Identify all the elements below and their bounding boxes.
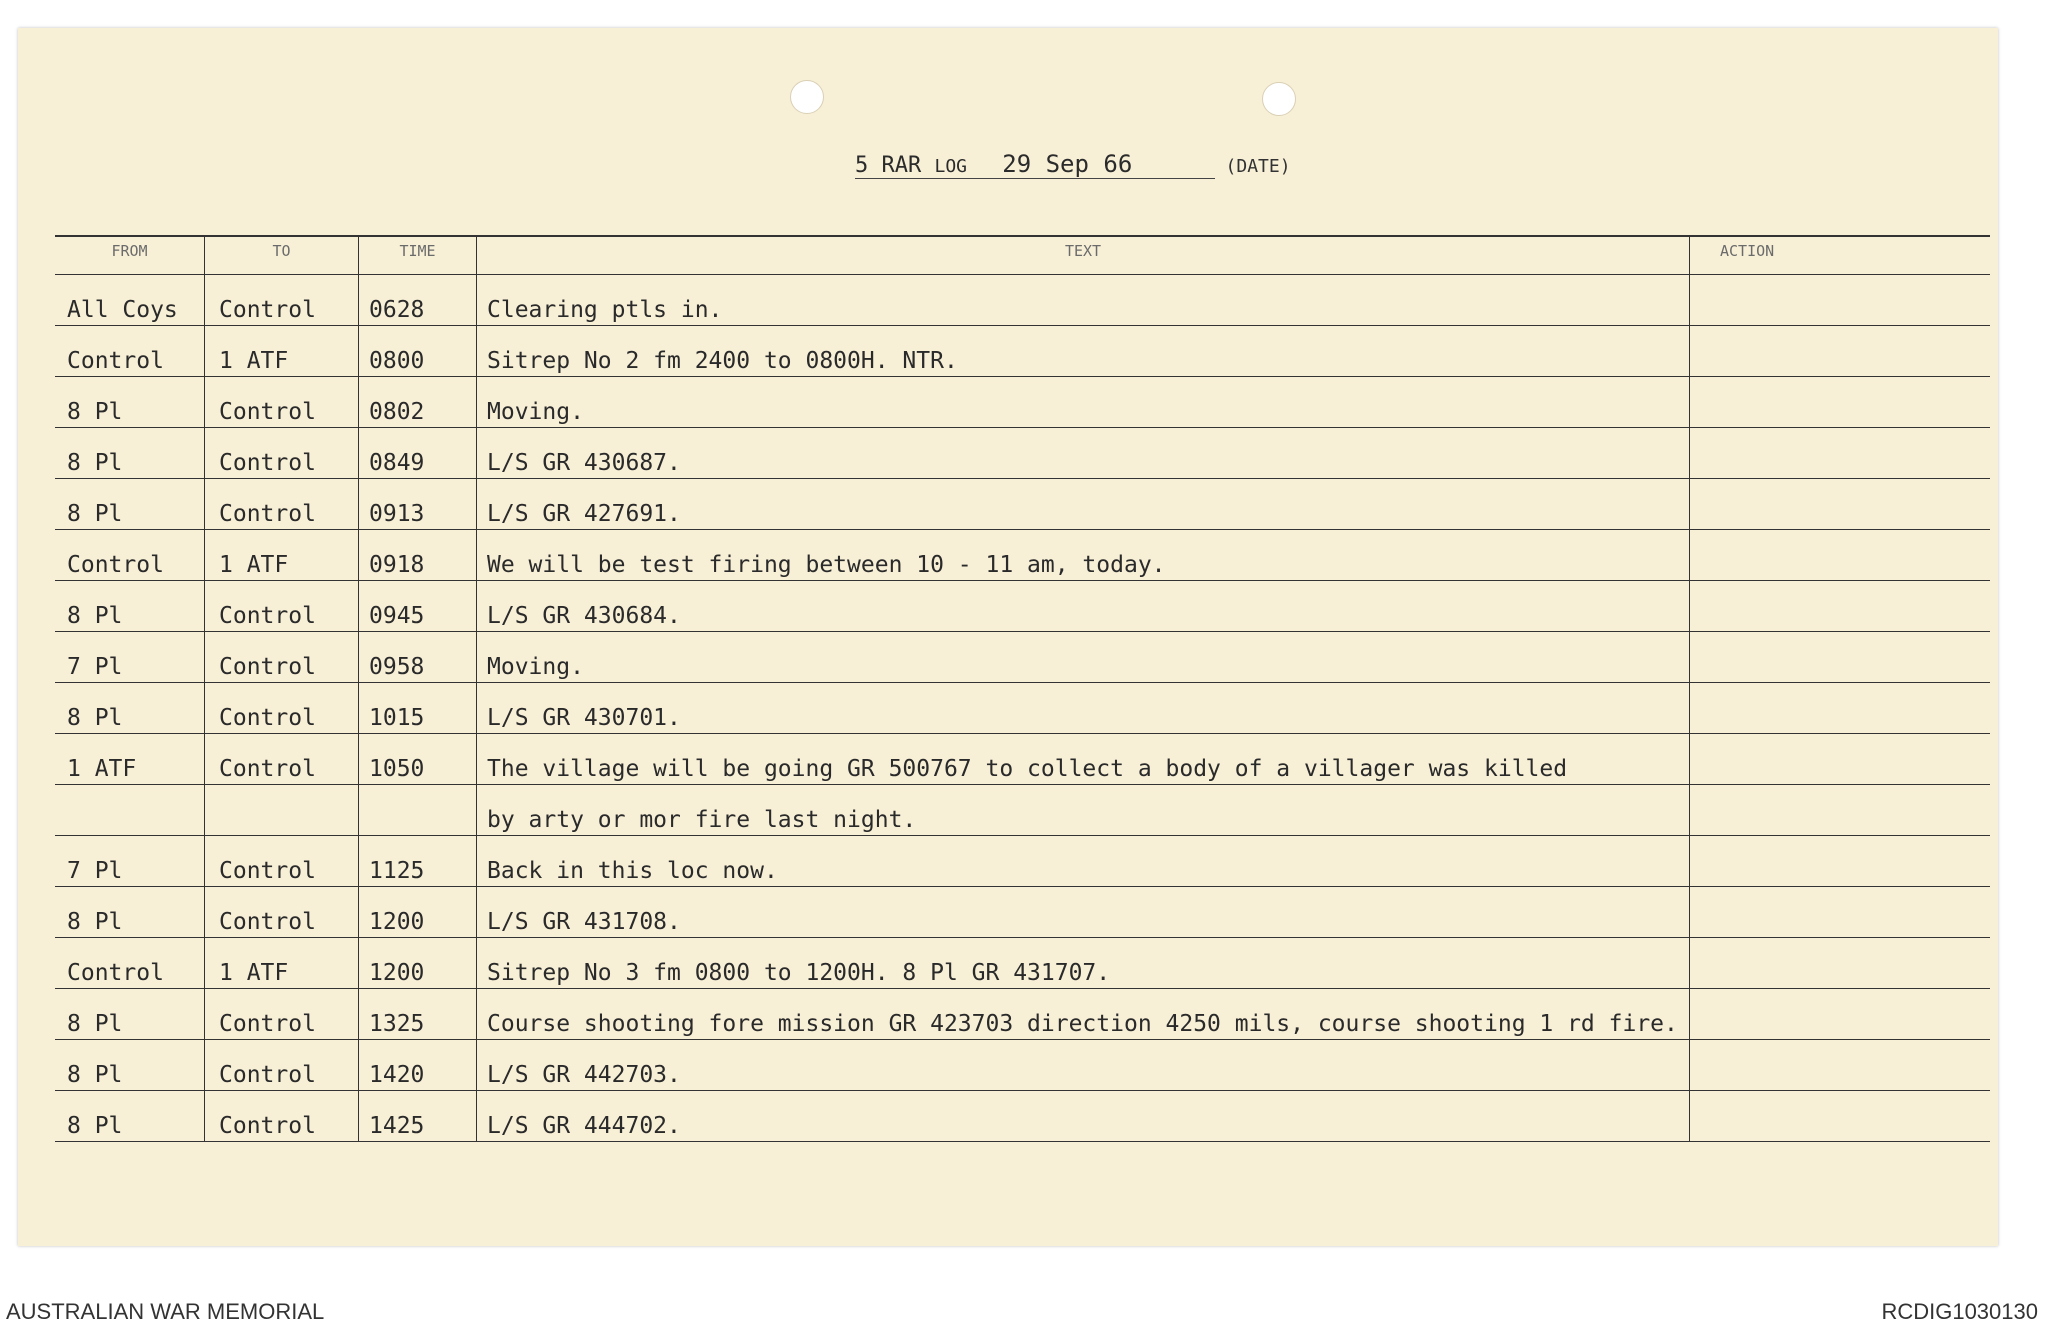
- cell-from: Control: [55, 326, 205, 376]
- header-text: TEXT: [477, 237, 1690, 274]
- table-row: [55, 632, 1990, 683]
- cell-from: 7 Pl: [55, 632, 205, 682]
- cell-action: [1690, 887, 1990, 937]
- table-row: [55, 836, 1990, 887]
- footer-source: AUSTRALIAN WAR MEMORIAL: [6, 1299, 325, 1324]
- cell-text: Course shooting fore mission GR 423703 direction 4250 mils, course shooting 1 rd fire.: [477, 989, 1690, 1039]
- cell-text: L/S GR 430687.: [477, 428, 1690, 478]
- unit-name: 5 RAR: [855, 153, 922, 178]
- cell-time: 1015: [359, 683, 477, 733]
- cell-text: Clearing ptls in.: [477, 275, 1690, 325]
- cell-time: 1125: [359, 836, 477, 886]
- header-time: TIME: [359, 237, 477, 274]
- cell-action: [1690, 275, 1990, 325]
- cell-text: L/S GR 427691.: [477, 479, 1690, 529]
- cell-from: 7 Pl: [55, 836, 205, 886]
- cell-text: Back in this loc now.: [477, 836, 1690, 886]
- cell-action: [1690, 428, 1990, 478]
- table-row: [55, 785, 1990, 836]
- cell-action: [1690, 938, 1990, 988]
- header-action: ACTION: [1720, 241, 1775, 260]
- cell-text: Moving.: [477, 377, 1690, 427]
- table-row: [55, 887, 1990, 938]
- cell-text: L/S GR 430684.: [477, 581, 1690, 631]
- table-row: [55, 938, 1990, 989]
- log-table: [55, 235, 1990, 1142]
- date-label: (DATE): [1225, 156, 1291, 177]
- table-body: [55, 275, 1990, 1142]
- cell-action: [1690, 530, 1990, 580]
- cell-action: [1690, 1040, 1990, 1090]
- cell-from: All Coys: [55, 275, 205, 325]
- cell-time: [359, 785, 477, 835]
- cell-time: 0958: [359, 632, 477, 682]
- cell-text: L/S GR 430701.: [477, 683, 1690, 733]
- cell-action: [1690, 326, 1990, 376]
- table-row: [55, 581, 1990, 632]
- cell-action: [1690, 377, 1990, 427]
- cell-to: 1 ATF: [205, 530, 359, 580]
- cell-from: 8 Pl: [55, 989, 205, 1039]
- table-row: [55, 683, 1990, 734]
- cell-action: [1690, 632, 1990, 682]
- table-row: [55, 377, 1990, 428]
- cell-time: 0913: [359, 479, 477, 529]
- cell-to: Control: [205, 836, 359, 886]
- cell-to: Control: [205, 1091, 359, 1141]
- cell-to: Control: [205, 887, 359, 937]
- cell-to: [205, 785, 359, 835]
- footer-reference: RCDIG1030130: [1881, 1299, 2038, 1324]
- cell-time: 0802: [359, 377, 477, 427]
- cell-to: Control: [205, 581, 359, 631]
- cell-from: 8 Pl: [55, 377, 205, 427]
- cell-text: Sitrep No 2 fm 2400 to 0800H. NTR.: [477, 326, 1690, 376]
- cell-time: 1325: [359, 989, 477, 1039]
- cell-from: [55, 785, 205, 835]
- log-header: [855, 150, 1291, 178]
- cell-to: Control: [205, 632, 359, 682]
- cell-text: by arty or mor fire last night.: [477, 785, 1690, 835]
- table-row: [55, 326, 1990, 377]
- log-label: LOG: [934, 156, 967, 177]
- cell-time: 1200: [359, 887, 477, 937]
- cell-action: [1690, 989, 1990, 1039]
- cell-time: 1425: [359, 1091, 477, 1141]
- table-row: [55, 530, 1990, 581]
- log-date: 29 Sep 66: [1002, 150, 1133, 178]
- cell-action: [1690, 1091, 1990, 1141]
- cell-action: [1690, 581, 1990, 631]
- table-row: [55, 989, 1990, 1040]
- cell-to: Control: [205, 989, 359, 1039]
- cell-from: 8 Pl: [55, 479, 205, 529]
- cell-action: [1690, 785, 1990, 835]
- cell-time: 0918: [359, 530, 477, 580]
- cell-time: 0945: [359, 581, 477, 631]
- punch-hole-right: [1262, 82, 1296, 116]
- punch-hole-left: [790, 80, 824, 114]
- cell-time: 1200: [359, 938, 477, 988]
- cell-from: 1 ATF: [55, 734, 205, 784]
- table-row: [55, 479, 1990, 530]
- cell-to: 1 ATF: [205, 938, 359, 988]
- cell-from: 8 Pl: [55, 581, 205, 631]
- header-from: FROM: [55, 237, 205, 274]
- table-row: [55, 428, 1990, 479]
- cell-text: L/S GR 444702.: [477, 1091, 1690, 1141]
- cell-action: [1690, 683, 1990, 733]
- cell-to: Control: [205, 479, 359, 529]
- table-row: [55, 275, 1990, 326]
- cell-action: [1690, 479, 1990, 529]
- table-row: [55, 1040, 1990, 1091]
- cell-from: 8 Pl: [55, 1091, 205, 1141]
- cell-to: Control: [205, 428, 359, 478]
- cell-time: 0849: [359, 428, 477, 478]
- cell-text: The village will be going GR 500767 to collect a body of a villager was killed: [477, 734, 1690, 784]
- cell-text: L/S GR 431708.: [477, 887, 1690, 937]
- cell-text: L/S GR 442703.: [477, 1040, 1690, 1090]
- cell-to: Control: [205, 275, 359, 325]
- cell-time: 1420: [359, 1040, 477, 1090]
- cell-to: Control: [205, 683, 359, 733]
- cell-to: Control: [205, 734, 359, 784]
- cell-time: 1050: [359, 734, 477, 784]
- cell-action: [1690, 734, 1990, 784]
- header-underline: [855, 178, 1215, 179]
- cell-action: [1690, 836, 1990, 886]
- cell-from: Control: [55, 938, 205, 988]
- cell-text: Moving.: [477, 632, 1690, 682]
- cell-from: Control: [55, 530, 205, 580]
- cell-to: 1 ATF: [205, 326, 359, 376]
- cell-from: 8 Pl: [55, 887, 205, 937]
- cell-from: 8 Pl: [55, 428, 205, 478]
- table-row: [55, 1091, 1990, 1142]
- cell-text: Sitrep No 3 fm 0800 to 1200H. 8 Pl GR 431707.: [477, 938, 1690, 988]
- cell-to: Control: [205, 1040, 359, 1090]
- cell-from: 8 Pl: [55, 1040, 205, 1090]
- cell-text: We will be test firing between 10 - 11 am, today.: [477, 530, 1690, 580]
- cell-from: 8 Pl: [55, 683, 205, 733]
- table-row: [55, 734, 1990, 785]
- header-to: TO: [205, 237, 359, 274]
- cell-time: 0800: [359, 326, 477, 376]
- cell-time: 0628: [359, 275, 477, 325]
- table-header: [55, 235, 1990, 275]
- cell-to: Control: [205, 377, 359, 427]
